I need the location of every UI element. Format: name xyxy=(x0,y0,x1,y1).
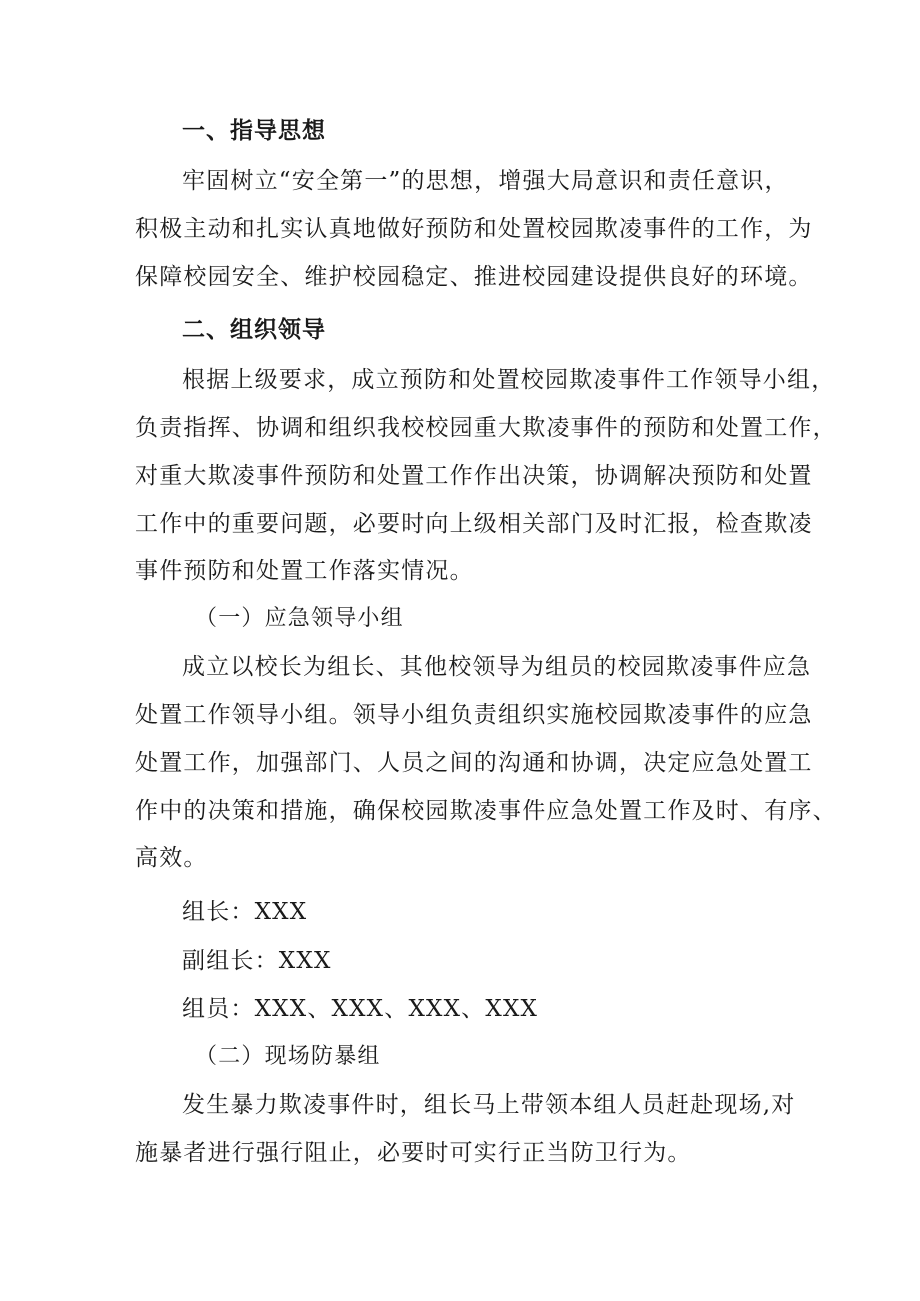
paragraph-line: 根据上级要求，成立预防和处置校园欺凌事件工作领导小组， xyxy=(182,367,836,393)
paragraph-line: 工作中的重要问题，必要时向上级相关部门及时汇报，检查欺凌 xyxy=(135,511,813,537)
subsection-heading-riot-control: （二）现场防暴组 xyxy=(195,1044,381,1069)
subsection-heading-emergency-leadership: （一）应急领导小组 xyxy=(195,606,404,631)
deputy-leader-entry: 副组长：XXX xyxy=(182,948,332,974)
paragraph-line: 处置工作，加强部门、人员之间的沟通和协调，决定应急处置工 xyxy=(135,750,813,776)
section-heading-organization: 二、组织领导 xyxy=(182,317,326,343)
paragraph-line: 保障校园安全、维护校园稳定、推进校园建设提供良好的环境。 xyxy=(135,264,813,290)
members-entry: 组员：XXX、XXX、XXX、XXX xyxy=(182,996,539,1022)
paragraph-line: 作中的决策和措施，确保校园欺凌事件应急处置工作及时、有序、 xyxy=(135,798,837,824)
paragraph-line: 对重大欺凌事件预防和处置工作作出决策，协调解决预防和处置 xyxy=(135,463,813,489)
paragraph-line: 施暴者进行强行阻止，必要时可实行正当防卫行为。 xyxy=(135,1140,692,1166)
section-heading-guiding-ideology: 一、指导思想 xyxy=(182,118,326,144)
paragraph-line: 成立以校长为组长、其他校领导为组员的校园欺凌事件应急 xyxy=(182,654,812,680)
paragraph-line: 高效。 xyxy=(135,845,208,871)
paragraph-line: 处置工作领导小组。领导小组负责组织实施校园欺凌事件的应急 xyxy=(135,702,813,728)
paragraph-line: 发生暴力欺凌事件时，组长马上带领本组人员赶赴现场,对 xyxy=(182,1092,796,1118)
paragraph-line: 负责指挥、协调和组织我校校园重大欺凌事件的预防和处置工作， xyxy=(135,415,837,441)
paragraph-line: 积极主动和扎实认真地做好预防和处置校园欺凌事件的工作，为 xyxy=(135,216,813,242)
paragraph-line: 牢固树立“安全第一”的思想，增强大局意识和责任意识， xyxy=(182,168,789,194)
paragraph-line: 事件预防和处置工作落实情况。 xyxy=(135,558,474,584)
leader-entry: 组长：XXX xyxy=(182,899,308,925)
